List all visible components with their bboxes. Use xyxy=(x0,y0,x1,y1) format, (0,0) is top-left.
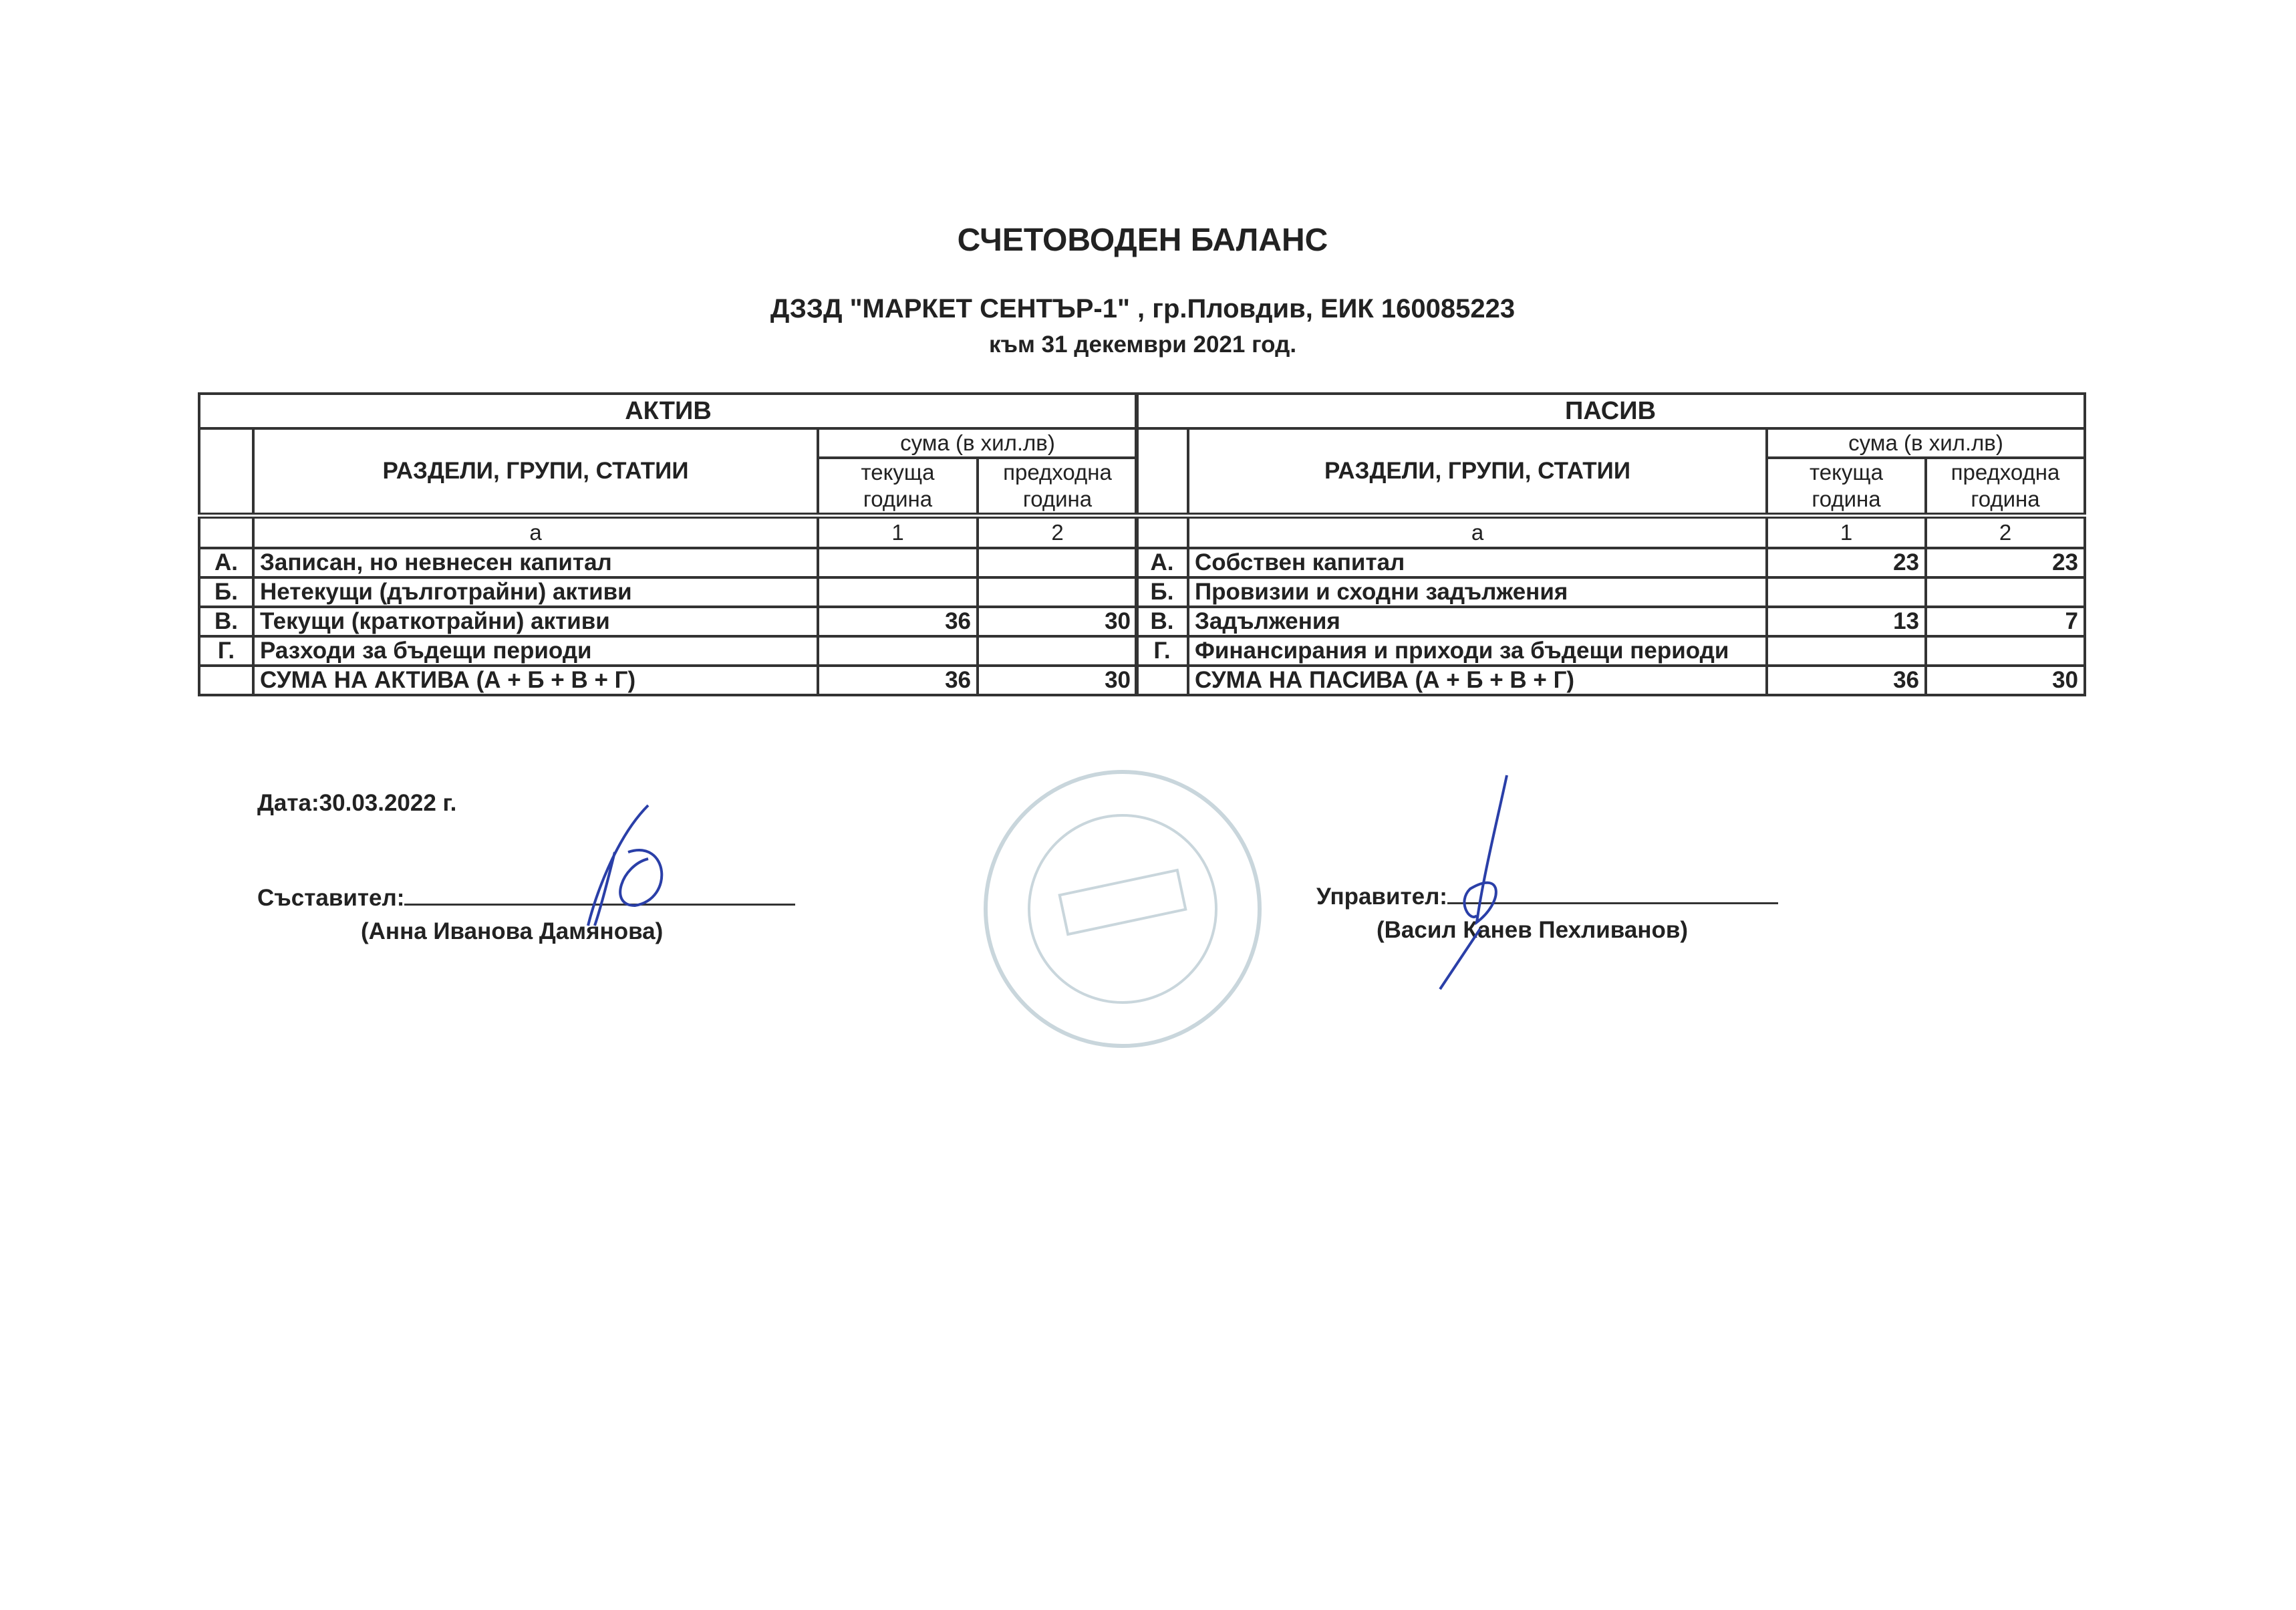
previous-year-value xyxy=(978,548,1137,577)
compiler-signature xyxy=(575,799,695,932)
row-label: Разходи за бъдещи периоди xyxy=(253,636,818,666)
row-letter: А. xyxy=(1136,548,1188,577)
current-year-value: 36 xyxy=(818,607,978,636)
row-label: Провизии и сходни задължения xyxy=(1188,577,1767,607)
amount-header: сума (в хил.лв) xyxy=(818,428,1137,458)
index-1: 1 xyxy=(1767,516,1926,549)
amount-header: сума (в хил.лв) xyxy=(1767,428,2085,458)
company-line: ДЗЗД "МАРКЕТ СЕНТЪР-1" , гр.Пловдив, ЕИК 160085223 xyxy=(770,294,1516,323)
current-year-value: 36 xyxy=(818,666,978,695)
manager-label: Управител: xyxy=(1316,884,1447,910)
previous-year-value: 23 xyxy=(1926,548,2085,577)
previous-year-header: предходна година xyxy=(978,458,1137,516)
date-label: Дата:30.03.2022 г. xyxy=(257,790,457,816)
index-1: 1 xyxy=(818,516,978,549)
sections-header: РАЗДЕЛИ, ГРУПИ, СТАТИИ xyxy=(253,428,818,516)
current-year-value xyxy=(1767,577,1926,607)
assets-heading: АКТИВ xyxy=(199,394,1137,428)
table-row xyxy=(199,636,1137,666)
liabilities-heading: ПАСИВ xyxy=(1136,394,2085,428)
current-year-value: 36 xyxy=(1767,666,1926,695)
period-line: към 31 декември 2021 год. xyxy=(988,331,1297,358)
manager-name: (Васил Канев Пехливанов) xyxy=(1377,917,1689,943)
row-letter: Г. xyxy=(1136,636,1188,666)
previous-year-value xyxy=(978,636,1137,666)
compiler-name: (Анна Иванова Дамянова) xyxy=(361,918,664,944)
current-year-header: текуща година xyxy=(818,458,978,516)
current-year-value xyxy=(818,548,978,577)
table-row xyxy=(1136,607,2085,636)
table-row xyxy=(1136,577,2085,607)
row-label: СУМА НА АКТИВА (А + Б + В + Г) xyxy=(253,666,818,695)
row-letter xyxy=(199,666,253,695)
current-year-header: текуща година xyxy=(1767,458,1926,516)
row-letter: В. xyxy=(199,607,253,636)
previous-year-value: 30 xyxy=(978,607,1137,636)
company-stamp xyxy=(969,762,1276,1056)
previous-year-value xyxy=(1926,577,2085,607)
previous-year-header: предходна година xyxy=(1926,458,2085,516)
table-row xyxy=(1136,548,2085,577)
previous-year-value xyxy=(978,577,1137,607)
row-label: Финансирания и приходи за бъдещи периоди xyxy=(1188,636,1767,666)
table-row xyxy=(1136,666,2085,695)
current-year-value: 23 xyxy=(1767,548,1926,577)
row-letter xyxy=(1136,666,1188,695)
current-year-value xyxy=(818,636,978,666)
index-2: 2 xyxy=(978,516,1137,549)
row-label: Записан, но невнесен капитал xyxy=(253,548,818,577)
previous-year-value: 30 xyxy=(1926,666,2085,695)
row-letter: А. xyxy=(199,548,253,577)
current-year-value xyxy=(818,577,978,607)
document-title: СЧЕТОВОДЕН БАЛАНС xyxy=(957,223,1328,258)
table-row xyxy=(199,577,1137,607)
index-2: 2 xyxy=(1926,516,2085,549)
index-a: а xyxy=(1188,516,1767,549)
previous-year-value xyxy=(1926,636,2085,666)
manager-signature xyxy=(1430,769,1524,996)
previous-year-value: 30 xyxy=(978,666,1137,695)
compiler-label: Съставител: xyxy=(257,885,405,911)
row-letter: В. xyxy=(1136,607,1188,636)
table-row xyxy=(199,607,1137,636)
table-row xyxy=(1136,636,2085,666)
assets-table xyxy=(198,392,1139,696)
row-label: СУМА НА ПАСИВА (А + Б + В + Г) xyxy=(1188,666,1767,695)
sections-header: РАЗДЕЛИ, ГРУПИ, СТАТИИ xyxy=(1188,428,1767,516)
row-label: Нетекущи (дълготрайни) активи xyxy=(253,577,818,607)
row-letter: Б. xyxy=(1136,577,1188,607)
table-row xyxy=(199,666,1137,695)
current-year-value xyxy=(1767,636,1926,666)
row-letter: Б. xyxy=(199,577,253,607)
table-row xyxy=(199,548,1137,577)
previous-year-value: 7 xyxy=(1926,607,2085,636)
current-year-value: 13 xyxy=(1767,607,1926,636)
row-letter: Г. xyxy=(199,636,253,666)
liabilities-table xyxy=(1135,392,2086,696)
row-label: Текущи (краткотрайни) активи xyxy=(253,607,818,636)
row-label: Задължения xyxy=(1188,607,1767,636)
index-a: а xyxy=(253,516,818,549)
row-label: Собствен капитал xyxy=(1188,548,1767,577)
